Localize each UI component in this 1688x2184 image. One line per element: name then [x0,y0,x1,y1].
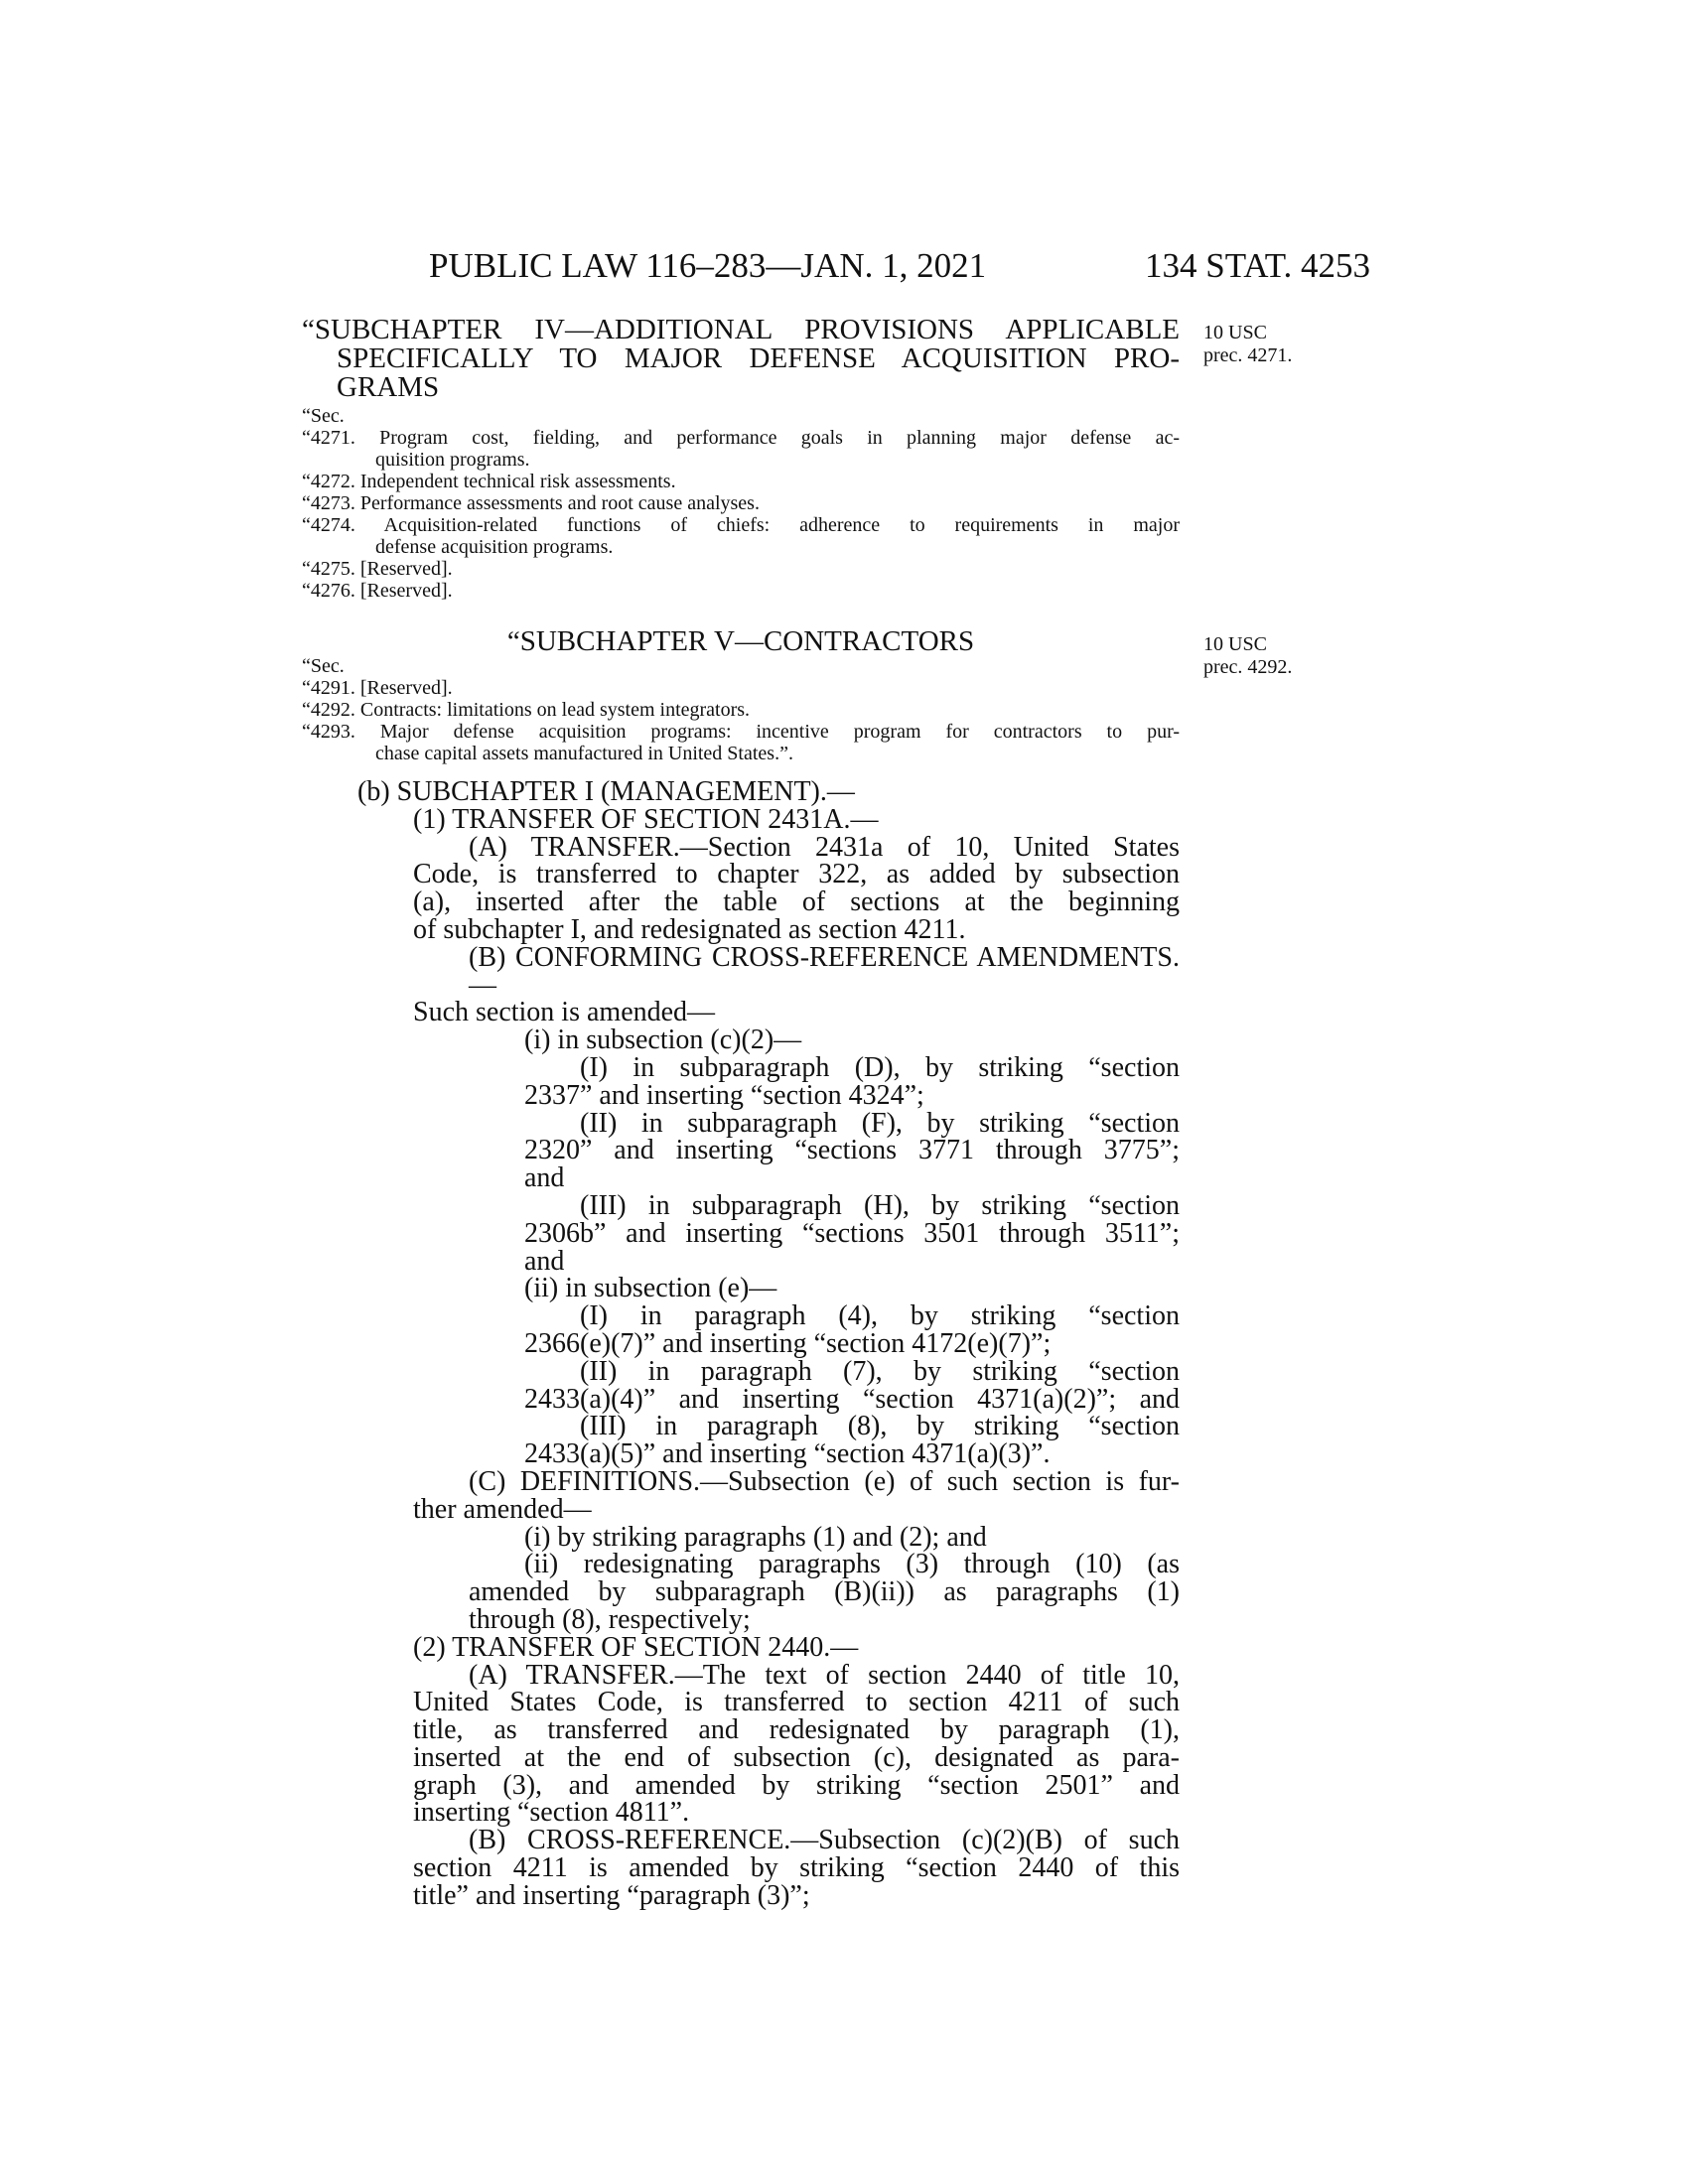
body-line: Such section is amended— [413,997,716,1028]
body-line: (b) SUBCHAPTER I (MANAGEMENT).— [357,776,855,807]
body-line: (C) DEFINITIONS.—Subsection (e) of such section is fur- [469,1465,1180,1497]
body-line: (ii) in subsection (e)— [524,1273,777,1304]
heading-line: “SUBCHAPTER IV—ADDITIONAL PROVISIONS APPLICABLE [302,314,1180,345]
toc-item [302,677,1180,699]
body-line: 2306b” and inserting “sections 3501 through 3511”; [524,1217,1180,1249]
toc-item [302,427,1180,471]
body-line: title, as transferred and redesignated by paragraph (1), [413,1714,1180,1746]
subchapter-iv-section-table [302,405,1180,602]
body-line: section 4211 is amended by striking “section 2440 of this [413,1852,1180,1884]
body-line: inserting “section 4811”. [413,1797,690,1829]
heading-line: GRAMS [337,371,440,403]
body-line: (III) in subparagraph (H), by striking “section [580,1189,1180,1221]
body-line: (a), inserted after the table of sections at the beginning [413,887,1180,918]
toc-item [302,699,1180,721]
margin-citation-line: 10 USC [1203,322,1267,343]
heading-line: SPECIFICALLY TO MAJOR DEFENSE ACQUISITION PRO- [337,342,1180,374]
toc-item-text: “4293. Major defense acquisition programs: incentive program for contractors to pur- [302,721,1180,743]
body-line: (A) TRANSFER.—Section 2431a of 10, United States [469,831,1180,863]
subchapter-v-section-table [302,655,1180,764]
body-line: and [524,1162,565,1194]
body-line: (2) TRANSFER OF SECTION 2440.— [413,1631,859,1663]
body-line: 2366(e)(7)” and inserting “section 4172(e)(7)”; [524,1327,1052,1359]
body-line: (III) in paragraph (8), by striking “section [580,1411,1180,1442]
body-line: (II) in subparagraph (F), by striking “section [580,1107,1180,1139]
toc-item-text: “4291. [Reserved]. [302,677,453,699]
body-line: inserted at the end of subsection (c), designated as para- [413,1741,1180,1773]
margin-citation-line: prec. 4292. [1203,656,1293,678]
body-line: amended by subparagraph (B)(ii)) as paragraphs (1) [469,1576,1180,1608]
body-line: title” and inserting “paragraph (3)”; [413,1879,810,1911]
subchapter-iv-heading [302,316,1180,402]
body-line: graph (3), and amended by striking “section 2501” and [413,1769,1180,1801]
body-line: (B) CROSS-REFERENCE.—Subsection (c)(2)(B) of such [469,1825,1180,1856]
body-line: Code, is transferred to chapter 322, as added by subsection [413,859,1180,890]
toc-item-text: “4271. Program cost, fielding, and performance goals in planning major defense ac- [302,427,1180,449]
toc-item [302,471,1180,492]
body-line: and [524,1245,565,1277]
toc-item [302,558,1180,580]
page-number: 134 STAT. 4253 [1145,246,1370,285]
toc-item-continuation: chase capital assets manufactured in United States.”. [375,743,793,764]
toc-item [302,492,1180,514]
body-line: (I) in paragraph (4), by striking “section [580,1300,1180,1332]
body-line: of subchapter I, and redesignated as section 4211. [413,913,966,945]
sec-label: “Sec. [302,405,345,427]
toc-item-text: “4276. [Reserved]. [302,580,453,602]
body-line: through (8), respectively; [469,1603,751,1635]
toc-item-text: “4274. Acquisition-related functions of chiefs: adherence to requirements in major [302,514,1180,536]
toc-item-text: “4272. Independent technical risk assessments. [302,471,676,492]
toc-item-text: “4292. Contracts: limitations on lead system integrators. [302,699,751,721]
body-line: 2433(a)(5)” and inserting “section 4371(a)(3)”. [524,1438,1051,1470]
body-line: (i) in subsection (c)(2)— [524,1024,802,1056]
sec-label: “Sec. [302,655,345,677]
margin-citation-line: prec. 4271. [1203,344,1293,366]
toc-item [302,721,1180,764]
amendment-body-text [302,778,1180,1910]
margin-citation-line: 10 USC [1203,633,1267,655]
body-line: 2433(a)(4)” and inserting “section 4371(a)(2)”; and [524,1383,1180,1415]
body-line: (1) TRANSFER OF SECTION 2431A.— [413,803,879,835]
subchapter-v-heading: “SUBCHAPTER V—CONTRACTORS [506,625,975,657]
toc-item-continuation: quisition programs. [375,449,530,471]
margin-citation [1203,633,1292,679]
body-line: 2337” and inserting “section 4324”; [524,1079,924,1111]
body-line: 2320” and inserting “sections 3771 through 3775”; [524,1135,1180,1166]
toc-item-continuation: defense acquisition programs. [375,536,614,558]
toc-item-text: “4275. [Reserved]. [302,558,453,580]
body-line: United States Code, is transferred to section 4211 of such [413,1687,1180,1718]
body-line: (II) in paragraph (7), by striking “section [580,1355,1180,1387]
body-line: (B) CONFORMING CROSS-REFERENCE AMENDMENTS.— [469,941,1180,1001]
body-line: (i) by striking paragraphs (1) and (2); and [524,1521,987,1553]
toc-item-text: “4273. Performance assessments and root cause analyses. [302,492,760,514]
running-header-left: PUBLIC LAW 116–283—JAN. 1, 2021 [429,246,987,285]
body-line: (A) TRANSFER.—The text of section 2440 of title 10, [469,1659,1180,1691]
body-line: ther amended— [413,1493,592,1525]
body-line: (I) in subparagraph (D), by striking “section [580,1051,1180,1083]
toc-item [302,514,1180,558]
margin-citation [1203,322,1292,367]
toc-item [302,580,1180,602]
body-line: (ii) redesignating paragraphs (3) through (10) (as [524,1549,1180,1580]
